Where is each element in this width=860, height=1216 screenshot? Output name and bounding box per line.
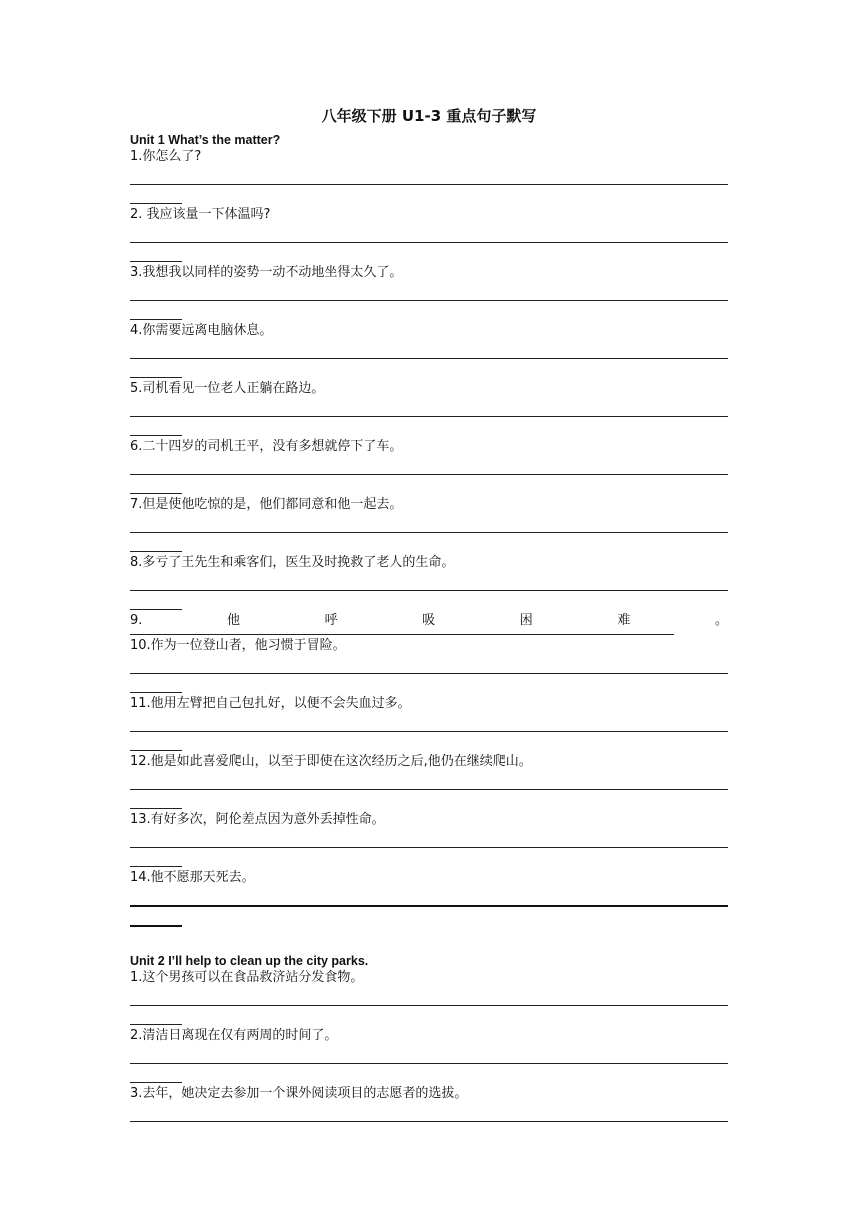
answer-line [130, 1045, 728, 1064]
unit1-heading: Unit 1 What’s the matter? [130, 133, 281, 147]
answer-line-continuation [130, 591, 182, 610]
question-char: 他 [226, 613, 240, 628]
unit2-question-2 [130, 1027, 728, 1083]
question-char: 吸 [422, 613, 436, 628]
answer-line [130, 456, 728, 475]
answer-line [130, 829, 728, 848]
answer-line [130, 340, 728, 359]
unit1-question-5 [130, 380, 728, 436]
answer-line-continuation [130, 848, 182, 867]
question-number: 9. [130, 613, 143, 628]
question-char: 难 [617, 613, 631, 628]
answer-line-continuation [130, 301, 182, 320]
question-text: 4.你需要远离电脑休息。 [130, 323, 273, 338]
unit2-question-1 [130, 969, 728, 1025]
unit1-question-14 [130, 869, 728, 927]
unit2-question-3 [130, 1085, 728, 1122]
answer-line [130, 655, 728, 674]
unit1-question-9 [130, 612, 728, 635]
answer-line [130, 887, 728, 907]
answer-line-continuation [130, 243, 182, 262]
answer-line [130, 166, 728, 185]
question-text: 7.但是使他吃惊的是，他们都同意和他一起去。 [130, 497, 403, 512]
question-text: 10.作为一位登山者，他习惯于冒险。 [130, 638, 346, 653]
answer-line-continuation [130, 475, 182, 494]
answer-line [130, 398, 728, 417]
answer-line [130, 713, 728, 732]
unit1-question-6 [130, 438, 728, 494]
answer-line-continuation [130, 732, 182, 751]
section-spacer [130, 929, 728, 953]
unit1-question-1 [130, 148, 728, 204]
question-text: 5.司机看见一位老人正躺在路边。 [130, 381, 325, 396]
unit1-question-8 [130, 554, 728, 610]
answer-line-continuation [130, 1006, 182, 1025]
question-char: 呼 [324, 613, 338, 628]
unit1-question-12 [130, 753, 728, 809]
answer-line-continuation [130, 185, 182, 204]
answer-line [130, 282, 728, 301]
answer-line-continuation [130, 417, 182, 436]
question-text: 6.二十四岁的司机王平，没有多想就停下了车。 [130, 439, 403, 454]
answer-line [130, 224, 728, 243]
question-text: 3.去年，她决定去参加一个课外阅读项目的志愿者的选拔。 [130, 1086, 468, 1101]
worksheet [130, 104, 728, 1124]
question-text: 1.这个男孩可以在食品救济站分发食物。 [130, 970, 364, 985]
unit1-question-11 [130, 695, 728, 751]
unit1-question-10 [130, 637, 728, 693]
unit2-heading: Unit 2 I’ll help to clean up the city parks. [130, 954, 369, 968]
unit1-question-3 [130, 264, 728, 320]
answer-line [130, 630, 674, 635]
answer-line-continuation [130, 907, 182, 927]
question-text: 1.你怎么了? [130, 149, 202, 164]
answer-line [130, 514, 728, 533]
page-title: 八年级下册 U1-3 重点句子默写 [321, 107, 537, 125]
question-text: 11.他用左臂把自己包扎好，以便不会失血过多。 [130, 696, 411, 711]
answer-line [130, 771, 728, 790]
unit1-question-13 [130, 811, 728, 867]
question-text-justified [130, 612, 728, 630]
unit1-question-2 [130, 206, 728, 262]
question-text: 2. 我应该量一下体温吗? [130, 207, 271, 222]
question-text: 13.有好多次，阿伦差点因为意外丢掉性命。 [130, 812, 385, 827]
question-text: 14.他不愿那天死去。 [130, 870, 255, 885]
question-char: 困 [519, 613, 533, 628]
answer-line [130, 987, 728, 1006]
answer-line-continuation [130, 674, 182, 693]
question-text: 3.我想我以同样的姿势一动不动地坐得太久了。 [130, 265, 403, 280]
question-char: 。 [714, 613, 728, 628]
answer-line-continuation [130, 790, 182, 809]
answer-line-continuation [130, 359, 182, 378]
question-text: 2.清洁日离现在仅有两周的时间了。 [130, 1028, 338, 1043]
question-text: 12.他是如此喜爱爬山，以至于即使在这次经历之后,他仍在继续爬山。 [130, 754, 532, 769]
answer-line-continuation [130, 533, 182, 552]
question-text: 8.多亏了王先生和乘客们，医生及时挽救了老人的生命。 [130, 555, 455, 570]
answer-line [130, 572, 728, 591]
unit1-question-4 [130, 322, 728, 378]
answer-line [130, 1103, 728, 1122]
answer-line-continuation [130, 1064, 182, 1083]
unit1-question-7 [130, 496, 728, 552]
